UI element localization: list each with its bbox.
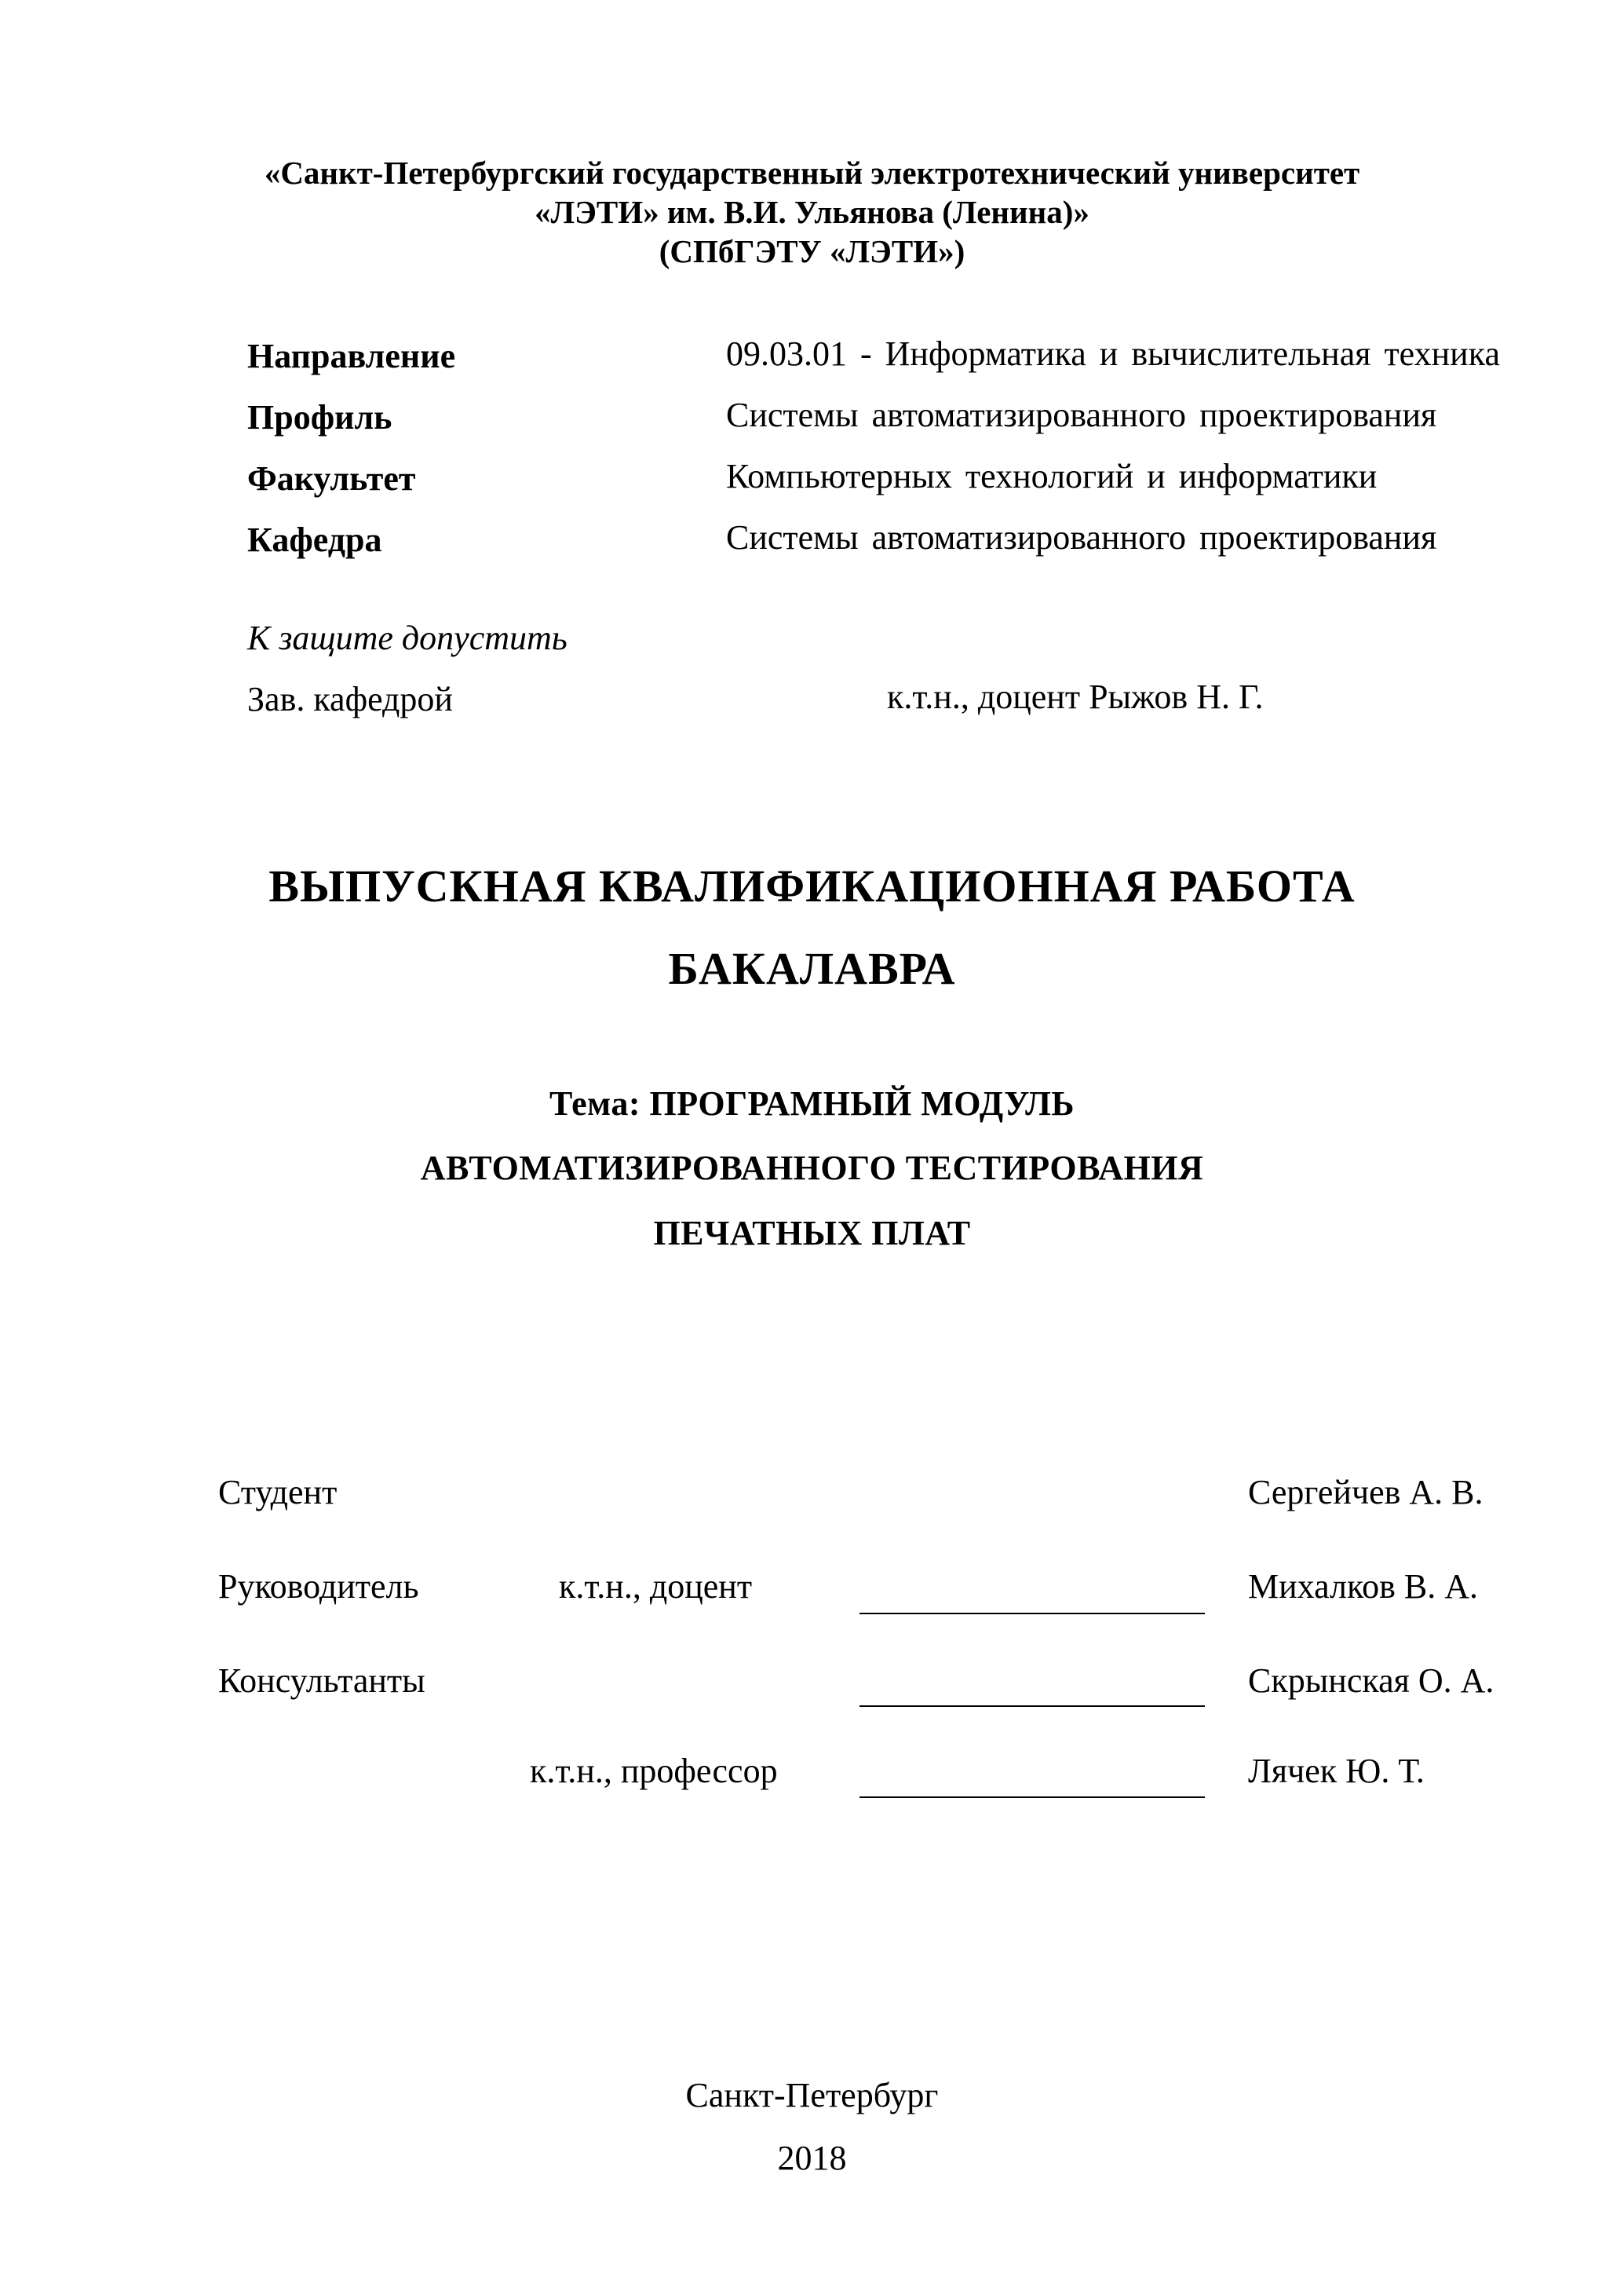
profile-value: Системы автоматизированного проектирования [726,396,1437,434]
supervisor-degree: к.т.н., доцент [559,1567,753,1606]
theme-line3: ПЕЧАТНЫХ ПЛАТ [653,1214,971,1252]
work-title-line2: БАКАЛАВРА [668,943,956,994]
consultant2-signature-line [859,1796,1205,1798]
faculty-label: Факультет [247,459,416,498]
direction-label: Направление [247,337,456,375]
consultants-label: Консультанты [218,1661,425,1700]
faculty-value: Компьютерных технологий и информатики [726,457,1378,495]
profile-label: Профиль [247,398,392,437]
approval-person: к.т.н., доцент Рыжов Н. Г. [887,678,1264,716]
consultant1-name: Скрынская О. А. [1248,1661,1494,1700]
approval-role: Зав. кафедрой [247,680,453,718]
student-label: Студент [218,1473,338,1511]
university-name-line2: «ЛЭТИ» им. В.И. Ульянова (Ленина)» [535,194,1089,230]
supervisor-label: Руководитель [218,1567,419,1606]
theme-line2: АВТОМАТИЗИРОВАННОГО ТЕСТИРОВАНИЯ [420,1149,1204,1187]
direction-value: 09.03.01 - Информатика и вычислительная техника [726,334,1500,373]
footer-city: Санкт-Петербург [685,2076,939,2114]
consultant2-degree: к.т.н., профессор [530,1752,778,1790]
university-name-line1: «Санкт-Петербургский государственный электротехнический университет [264,155,1360,191]
consultant2-name: Лячек Ю. Т. [1248,1752,1425,1790]
department-label: Кафедра [247,521,382,559]
student-name: Сергейчев А. В. [1248,1473,1483,1511]
theme-line1: Тема: ПРОГРАМНЫЙ МОДУЛЬ [549,1084,1075,1123]
supervisor-name: Михалков В. А. [1248,1567,1479,1606]
supervisor-signature-line [859,1613,1205,1614]
work-title-line1: ВЫПУСКНАЯ КВАЛИФИКАЦИОННАЯ РАБОТА [268,861,1356,912]
footer-year: 2018 [777,2139,847,2177]
university-abbreviation: (СПбГЭТУ «ЛЭТИ») [659,233,965,269]
consultant1-signature-line [859,1705,1205,1707]
approval-caption: К защите допустить [247,619,567,657]
department-value: Системы автоматизированного проектирования [726,518,1437,557]
